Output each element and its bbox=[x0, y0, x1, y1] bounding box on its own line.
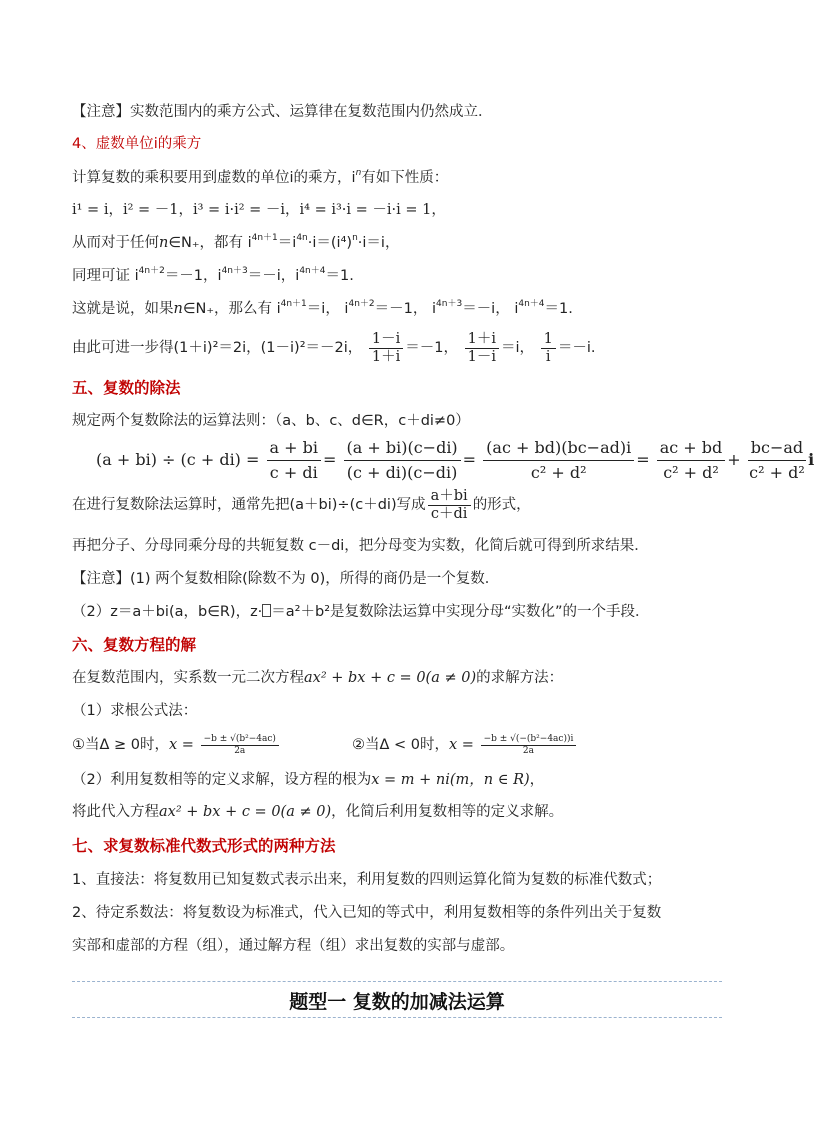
section-7-item-2a: 2、待定系数法：将复数设为标准式，代入已知的等式中，利用复数相等的条件列出关于复数 bbox=[72, 905, 662, 921]
division-write-line bbox=[72, 485, 531, 525]
note-1 bbox=[72, 102, 493, 122]
say-v2: ＝－1， i bbox=[374, 301, 437, 317]
question-type-banner: 题型一 复数的加减法运算 bbox=[289, 991, 505, 1013]
fraction-2-num: 1＋i bbox=[465, 331, 499, 349]
div-frac-1-den: c + di bbox=[269, 463, 318, 482]
further-v2: ＝i， bbox=[500, 340, 535, 356]
div-frac-2-num: (a + bi)(c−di) bbox=[344, 436, 461, 461]
intro-text: 计算复数的乘积要用到虚数的单位i的乘方，i bbox=[72, 170, 356, 186]
note-2-tag: 【注意】 bbox=[72, 571, 130, 587]
div-write-den: c＋di bbox=[430, 505, 468, 522]
section-4-title: 4、虚数单位i的乘方 bbox=[72, 136, 202, 152]
any-n-tail: ·i＝i， bbox=[357, 235, 400, 251]
prove-e2: 4n＋3 bbox=[221, 266, 248, 276]
div-frac-5 bbox=[748, 436, 806, 485]
say-v3: ＝－i， i bbox=[462, 301, 519, 317]
note-2 bbox=[72, 569, 499, 589]
div-frac-1 bbox=[267, 436, 321, 485]
say-var: n bbox=[173, 301, 183, 317]
prove-v1: ＝－1，i bbox=[164, 268, 222, 284]
div-frac-2-den: (c + di)(c−di) bbox=[346, 463, 458, 482]
any-n-line bbox=[72, 233, 399, 253]
fraction-3-num: 1 bbox=[541, 331, 556, 349]
m1a-den: 2a bbox=[234, 745, 246, 756]
div-lhs: (a + bi) ÷ (c + di) = bbox=[96, 450, 260, 469]
div-tail: i bbox=[808, 450, 814, 469]
div-write-tail: 的形式， bbox=[472, 497, 531, 513]
division-then: 再把分子、分母同乘分母的共轭复数 c－di，把分母变为实数，化简后就可得到所求结果． bbox=[72, 538, 649, 554]
intro-tail: 有如下性质： bbox=[361, 170, 449, 186]
m1b-den: 2a bbox=[522, 745, 535, 756]
conjugate-placeholder-icon bbox=[262, 604, 271, 617]
any-n-end: ·i＝(i⁴) bbox=[307, 235, 353, 251]
say-v4: ＝1. bbox=[544, 301, 573, 317]
fraction-1-num: 1－i bbox=[369, 331, 403, 349]
prove-pre: 同理可证 i bbox=[72, 268, 139, 284]
any-n-mid: ＝i bbox=[277, 235, 297, 251]
method-1b bbox=[352, 728, 578, 762]
intro-sup: n bbox=[355, 168, 362, 178]
paragraph-intro bbox=[72, 168, 448, 188]
m2b-pre: 将此代入方程 bbox=[72, 804, 159, 820]
m1a-frac bbox=[201, 734, 279, 757]
div-write-num: a＋bi bbox=[428, 488, 471, 506]
further-v3: ＝－i. bbox=[557, 340, 596, 356]
method-2 bbox=[72, 770, 544, 790]
say-e4: 4n＋4 bbox=[518, 299, 545, 309]
note-2b-pre: （2）z＝a＋bi(a，b∈R)，z· bbox=[72, 604, 263, 620]
div-frac-4-num: ac + bd bbox=[657, 436, 726, 461]
banner-top-divider bbox=[72, 981, 722, 982]
any-n-exp: 4n＋1 bbox=[251, 233, 278, 243]
fraction-3-den: i bbox=[545, 348, 551, 365]
note-text: 实数范围内的乘方公式、运算律在复数范围内仍然成立． bbox=[130, 104, 493, 120]
prove-line bbox=[72, 266, 354, 286]
further-pre: 由此可进一步得(1＋i)²＝2i，(1－i)²＝－2i， bbox=[72, 340, 363, 356]
prove-e1: 4n＋2 bbox=[138, 266, 165, 276]
any-n-expn: n bbox=[352, 233, 358, 243]
method-2b bbox=[72, 802, 563, 822]
powers-line: i¹ = i，i² = －1，i³ = i·i² = －i，i⁴ = i³·i = －i·i = 1， bbox=[72, 202, 446, 218]
fraction-2-den: 1－i bbox=[467, 348, 496, 365]
m1a-pre: ①当Δ ≥ 0时， bbox=[72, 737, 170, 753]
div-frac-4 bbox=[657, 436, 726, 485]
m2-eq: x = m + ni(m，n ∈ R) bbox=[371, 772, 530, 788]
prove-v3: ＝1. bbox=[325, 268, 354, 284]
say-line bbox=[72, 299, 573, 319]
say-v1: ＝i， i bbox=[306, 301, 349, 317]
fraction-2 bbox=[465, 331, 499, 366]
any-n-var: n bbox=[159, 235, 169, 251]
m1a-x: x = bbox=[169, 737, 194, 753]
section-7-item-2b: 实部和虚部的方程（组），通过解方程（组）求出复数的实部与虚部。 bbox=[72, 938, 515, 954]
prove-v2: ＝－i，i bbox=[247, 268, 300, 284]
section-7-title: 七、求复数标准代数式形式的两种方法 bbox=[72, 837, 336, 855]
method-1: （1）求根公式法： bbox=[72, 703, 198, 719]
div-frac-3-den: c² + d² bbox=[530, 463, 587, 482]
div-frac-1-num: a + bi bbox=[267, 436, 321, 461]
m2-pre: （2）利用复数相等的定义求解，设方程的根为 bbox=[72, 772, 372, 788]
eq-intro-eq: ax² + bx + c = 0(a ≠ 0) bbox=[304, 670, 477, 686]
say-pre: 这就是说，如果 bbox=[72, 301, 174, 317]
section-5-title: 五、复数的除法 bbox=[72, 379, 181, 397]
say-e1: 4n＋1 bbox=[280, 299, 307, 309]
fraction-3 bbox=[541, 331, 556, 366]
m2b-tail: ，化简后利用复数相等的定义求解。 bbox=[331, 804, 564, 820]
any-n-set: ∈N₊，都有 i bbox=[168, 235, 252, 251]
div-frac-2 bbox=[344, 436, 461, 485]
note-2b-post: ＝a²＋b²是复数除法运算中实现分母“实数化”的一个手段． bbox=[271, 604, 650, 620]
div-frac-4-den: c² + d² bbox=[663, 463, 719, 482]
div-write-frac bbox=[428, 488, 471, 523]
section-7-item-1: 1、直接法：将复数用已知复数式表示出来，利用复数的四则运算化简为复数的标准代数式； bbox=[72, 872, 662, 888]
m2b-eq: ax² + bx + c = 0(a ≠ 0) bbox=[159, 804, 332, 820]
m1b-x: x = bbox=[449, 737, 474, 753]
banner-bottom-divider bbox=[72, 1017, 722, 1018]
note-2b bbox=[72, 602, 650, 622]
m2-tail: ， bbox=[529, 772, 545, 788]
say-e3: 4n＋3 bbox=[436, 299, 463, 309]
div-frac-3-num: (ac + bd)(bc−ad)i bbox=[483, 436, 634, 461]
div-write-pre: 在进行复数除法运算时，通常先把(a＋bi)÷(c＋di)写成 bbox=[72, 497, 426, 513]
fraction-1-den: 1＋i bbox=[371, 348, 401, 365]
note-tag: 【注意】 bbox=[72, 104, 130, 120]
eq-intro-pre: 在复数范围内，实系数一元二次方程 bbox=[72, 670, 304, 686]
any-n-exp2: 4n bbox=[296, 233, 308, 243]
further-v1: ＝－1， bbox=[405, 340, 458, 356]
say-e2: 4n＋2 bbox=[348, 299, 375, 309]
division-rule: 规定两个复数除法的运算法则：（a、b、c、d∈R，c＋di≠0） bbox=[72, 413, 470, 429]
say-a: ∈N₊，那么有 i bbox=[182, 301, 281, 317]
section-6-title: 六、复数方程的解 bbox=[72, 636, 197, 654]
m1b-num: −b ± √(−(b²−4ac))i bbox=[481, 734, 577, 746]
fraction-1 bbox=[369, 331, 403, 366]
div-frac-3 bbox=[483, 436, 634, 485]
equation-intro bbox=[72, 668, 563, 688]
div-frac-5-den: c² + d² bbox=[749, 463, 805, 482]
division-formula: (a + bi) ÷ (c + di) = $\frac{a + bi}{c + di}$ = $\frac{(a + bi)(c-di)}{(c + di)(c-di)}$ = $\frac{(ac + bd)(bc-ad)i}{\text{c² + d²}}$ = $\frac{ac + bd}{\text{c² + d²}}$ + $\frac{bc-ad}{\text{c² + d²}}$ i bbox=[96, 432, 814, 488]
note-2-text: (1) 两个复数相除(除数不为 0)，所得的商仍是一个复数． bbox=[130, 571, 500, 587]
m1b-pre: ②当Δ < 0时， bbox=[352, 737, 450, 753]
any-n-pre: 从而对于任何 bbox=[72, 235, 159, 251]
prove-e3: 4n＋4 bbox=[299, 266, 326, 276]
further-line bbox=[72, 328, 596, 368]
m1b-frac bbox=[481, 734, 577, 757]
method-1a bbox=[72, 728, 281, 762]
eq-intro-tail: 的求解方法： bbox=[476, 670, 564, 686]
m1a-num: −b ± √(b²−4ac) bbox=[201, 734, 279, 746]
div-frac-5-num: bc−ad bbox=[748, 436, 806, 461]
